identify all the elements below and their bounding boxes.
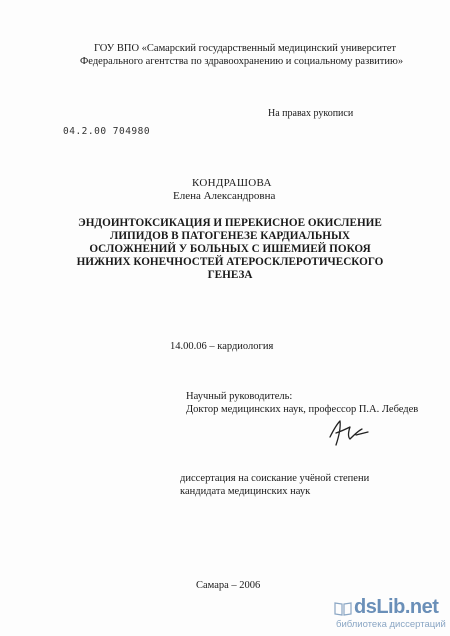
title-line: ОСЛОЖНЕНИЙ У БОЛЬНЫХ С ИШЕМИЕЙ ПОКОЯ — [89, 243, 371, 255]
watermark-brand: dsLib.net — [354, 596, 439, 618]
organization-line-2: Федерального агентства по здравоохранению и социальному развитию» — [80, 56, 404, 67]
title-line: НИЖНИХ КОНЕЧНОСТЕЙ АТЕРОСКЛЕРОТИЧЕСКОГО — [76, 256, 384, 268]
book-icon — [334, 600, 352, 616]
organization-line-1: ГОУ ВПО «Самарский государственный медицинский университет — [94, 43, 396, 54]
supervisor-name: Доктор медицинских наук, профессор П.А. Лебедев — [186, 404, 419, 415]
dissertation-type-line-1: диссертация на соискание учёной степени — [180, 473, 370, 484]
city-year: Самара – 2006 — [196, 580, 261, 591]
title-line: ЭНДОИНТОКСИКАЦИЯ И ПЕРЕКИСНОЕ ОКИСЛЕНИЕ — [78, 217, 382, 229]
title-line: ЛИПИДОВ В ПАТОГЕНЕЗЕ КАРДИАЛЬНЫХ — [109, 230, 351, 242]
watermark[interactable] — [330, 590, 450, 636]
dissertation-type-line-2: кандидата медицинских наук — [180, 486, 311, 497]
specialty: 14.00.06 – кардиология — [170, 341, 274, 352]
watermark-subtitle: библиотека диссертаций — [336, 619, 446, 630]
title-line: ГЕНЕЗА — [207, 269, 253, 281]
signature-icon — [326, 415, 372, 449]
supervisor-label: Научный руководитель: — [186, 391, 293, 402]
author-name: Елена Александровна — [173, 190, 276, 202]
rights-note: На правах рукописи — [268, 108, 354, 119]
registry-stamp: 04.2.00 704980 — [63, 126, 151, 137]
author-surname: КОНДРАШОВА — [192, 177, 272, 189]
dissertation-title — [60, 217, 400, 282]
